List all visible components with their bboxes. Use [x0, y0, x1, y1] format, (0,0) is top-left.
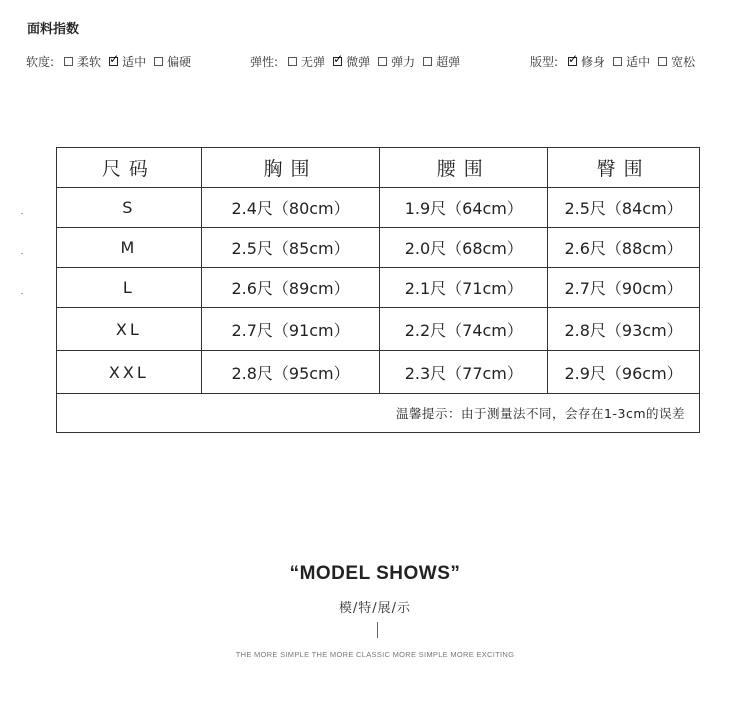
header-size: 尺码	[57, 148, 202, 188]
waist-value: 2.0尺（68cm）	[380, 228, 548, 268]
fit-label: 版型:	[530, 55, 559, 69]
waist-value: 2.3尺（77cm）	[380, 351, 548, 394]
size-value: M	[57, 228, 202, 268]
chest-value: 2.7尺（91cm）	[201, 308, 380, 351]
table-header-row	[57, 148, 700, 188]
size-chart-table	[56, 147, 700, 433]
fit-group	[530, 53, 703, 70]
elasticity-group	[250, 53, 468, 70]
hip-value: 2.9尺（96cm）	[548, 351, 700, 394]
chest-value: 2.5尺（85cm）	[201, 228, 380, 268]
softness-option-stiff: 偏硬	[154, 53, 191, 70]
waist-value: 2.1尺（71cm）	[380, 268, 548, 308]
table-row	[57, 268, 700, 308]
table-row	[57, 228, 700, 268]
elasticity-option-stretch: 弹力	[378, 53, 415, 70]
decorative-tick	[21, 253, 23, 254]
checked-checkbox-icon	[333, 57, 342, 66]
size-value: L	[57, 268, 202, 308]
hip-value: 2.6尺（88cm）	[548, 228, 700, 268]
divider-line	[377, 622, 378, 638]
checked-checkbox-icon	[109, 57, 118, 66]
decorative-tick	[21, 293, 23, 294]
table-note-row	[57, 394, 700, 433]
elasticity-option-slight: ✓ 微弹	[333, 53, 370, 70]
model-shows-title: “MODEL SHOWS”	[289, 563, 461, 584]
table-row	[57, 188, 700, 228]
header-waist: 腰围	[380, 148, 548, 188]
hip-value: 2.7尺（90cm）	[548, 268, 700, 308]
table-row	[57, 308, 700, 351]
checkbox-icon	[658, 57, 667, 66]
slogan-text: THE MORE SIMPLE THE MORE CLASSIC MORE SIMPLE MORE EXCITING	[235, 650, 515, 659]
fit-option-regular: 适中	[613, 53, 650, 70]
header-hip: 臀围	[548, 148, 700, 188]
hip-value: 2.5尺（84cm）	[548, 188, 700, 228]
softness-option-medium: ✓ 适中	[109, 53, 146, 70]
size-value: XL	[57, 308, 202, 351]
hip-value: 2.8尺（93cm）	[548, 308, 700, 351]
elasticity-option-super: 超弹	[423, 53, 460, 70]
softness-group	[26, 53, 199, 70]
softness-option-soft: 柔软	[64, 53, 101, 70]
waist-value: 1.9尺（64cm）	[380, 188, 548, 228]
elasticity-label: 弹性:	[250, 55, 279, 69]
header-chest: 胸围	[201, 148, 380, 188]
checkbox-icon	[154, 57, 163, 66]
softness-label: 软度:	[26, 55, 55, 69]
checkbox-icon	[423, 57, 432, 66]
fit-option-slim: ✓ 修身	[568, 53, 605, 70]
fabric-index-title: 面料指数	[27, 22, 80, 37]
decorative-tick	[21, 213, 23, 214]
checkbox-icon	[613, 57, 622, 66]
table-row	[57, 351, 700, 394]
elasticity-option-none: 无弹	[288, 53, 325, 70]
fit-option-loose: 宽松	[658, 53, 695, 70]
size-value: XXL	[57, 351, 202, 394]
checked-checkbox-icon	[568, 57, 577, 66]
size-value: S	[57, 188, 202, 228]
checkbox-icon	[64, 57, 73, 66]
fabric-attributes-row	[0, 53, 750, 71]
model-shows-subtitle: 模/特/展/示	[338, 601, 412, 616]
chest-value: 2.4尺（80cm）	[201, 188, 380, 228]
chest-value: 2.6尺（89cm）	[201, 268, 380, 308]
checkbox-icon	[378, 57, 387, 66]
checkbox-icon	[288, 57, 297, 66]
measurement-note: 温馨提示：由于测量法不同，会存在1-3cm的误差	[57, 394, 700, 433]
waist-value: 2.2尺（74cm）	[380, 308, 548, 351]
chest-value: 2.8尺（95cm）	[201, 351, 380, 394]
